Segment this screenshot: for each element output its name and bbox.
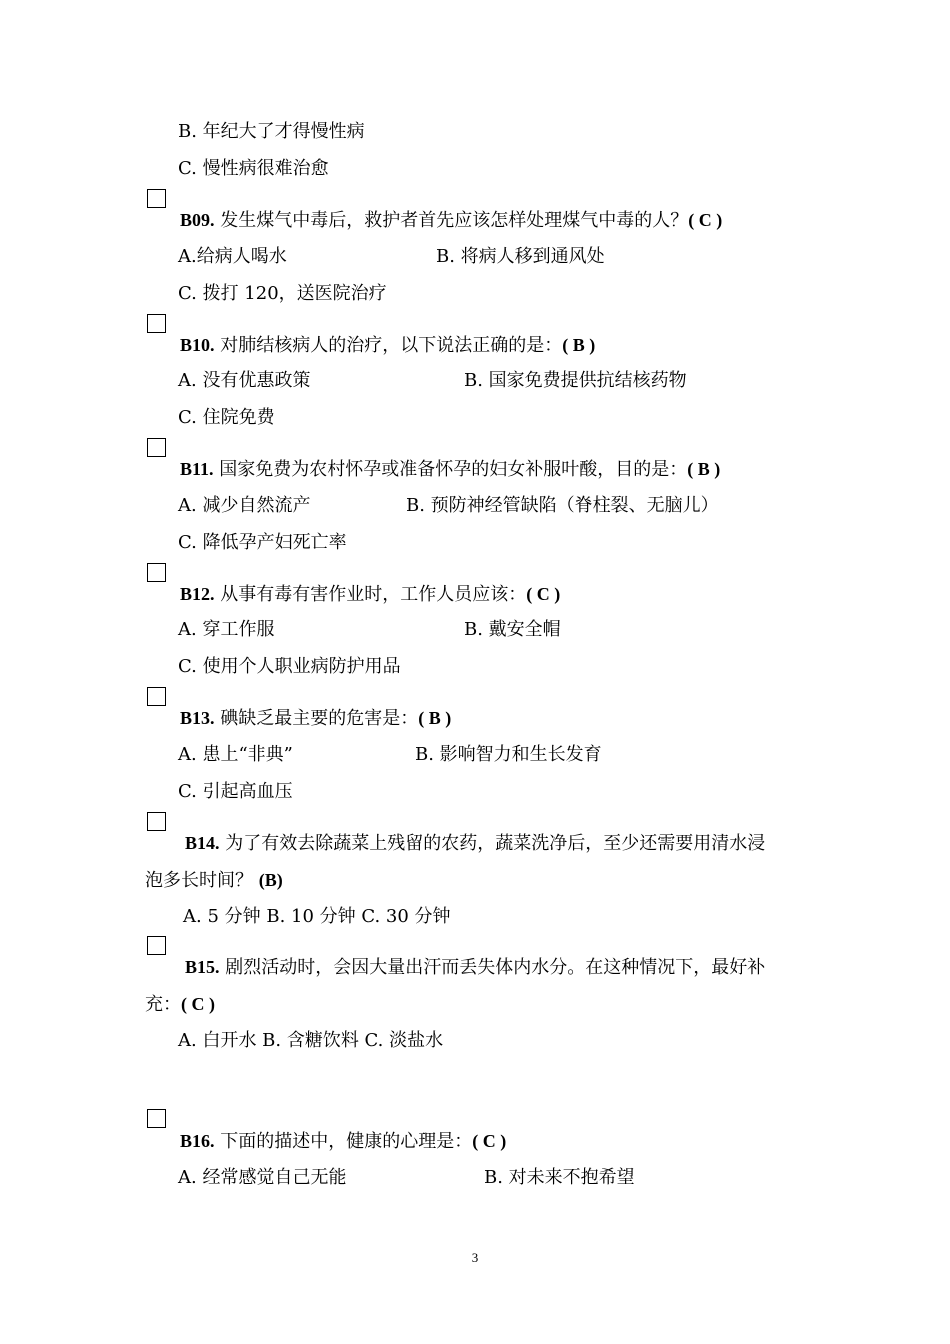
answer: ( B )	[687, 459, 721, 479]
question-id: B11.	[180, 459, 214, 479]
question-text: 为了有效去除蔬菜上残留的农药，蔬菜洗净后，至少还需要用清水浸	[219, 833, 766, 854]
answer: ( C )	[472, 1131, 507, 1151]
options: A. 白开水 B. 含糖饮料 C. 淡盐水	[178, 1030, 444, 1051]
answer: ( C )	[688, 210, 723, 230]
question-b11	[180, 457, 720, 482]
question-id: B14.	[185, 833, 220, 853]
answer: ( C )	[526, 584, 561, 604]
question-id: B12.	[180, 584, 215, 604]
checkbox-b11[interactable]	[147, 438, 166, 457]
question-text: 剧烈活动时，会因大量出汗而丢失体内水分。在这种情况下，最好补	[219, 957, 766, 978]
option-line: B. 年纪大了才得慢性病	[178, 121, 365, 142]
option-a: A. 经常感觉自己无能	[178, 1167, 347, 1188]
option-c: C. 降低孕产妇死亡率	[178, 532, 347, 553]
answer: (B)	[258, 870, 283, 890]
option-a: A. 穿工作服	[178, 619, 275, 640]
question-b15-continued	[145, 992, 215, 1017]
question-id: B09.	[180, 210, 215, 230]
question-b14	[185, 831, 765, 856]
option-c: C. 引起高血压	[178, 781, 293, 802]
question-b15	[185, 955, 765, 980]
checkbox-b16[interactable]	[147, 1109, 166, 1128]
checkbox-b13[interactable]	[147, 687, 166, 706]
options: A. 5 分钟 B. 10 分钟 C. 30 分钟	[183, 906, 451, 927]
question-id: B16.	[180, 1131, 215, 1151]
checkbox-b09[interactable]	[147, 189, 166, 208]
option-b: B. 将病人移到通风处	[436, 246, 605, 267]
option-c: C. 住院免费	[178, 407, 275, 428]
question-b13	[180, 706, 451, 731]
page-number: 3	[471, 1250, 479, 1265]
question-text: 碘缺乏最主要的危害是：	[214, 708, 419, 729]
question-b10	[180, 333, 595, 358]
question-b12	[180, 582, 560, 607]
answer: ( C )	[181, 994, 215, 1014]
checkbox-b14[interactable]	[147, 812, 166, 831]
question-text: 充：	[145, 994, 181, 1015]
option-c: C. 使用个人职业病防护用品	[178, 656, 401, 677]
option-a: A.给病人喝水	[178, 246, 287, 267]
answer: ( B )	[418, 708, 452, 728]
question-text: 下面的描述中，健康的心理是：	[214, 1131, 473, 1152]
question-text: 对肺结核病人的治疗，以下说法正确的是：	[214, 335, 563, 356]
question-id: B15.	[185, 957, 220, 977]
question-b09	[180, 208, 722, 233]
option-c: C. 拨打 120，送医院治疗	[178, 283, 387, 304]
option-b: B. 预防神经管缺陷（脊柱裂、无脑儿）	[406, 495, 719, 516]
option-a: A. 没有优惠政策	[178, 370, 311, 391]
option-b: B. 影响智力和生长发育	[415, 744, 602, 765]
question-b16	[180, 1129, 506, 1154]
answer: ( B )	[562, 335, 596, 355]
option-b: B. 戴安全帽	[464, 619, 561, 640]
question-id: B10.	[180, 335, 215, 355]
question-b14-continued	[145, 868, 283, 893]
option-line: C. 慢性病很难治愈	[178, 158, 329, 179]
option-a: A. 患上“非典”	[178, 744, 293, 765]
checkbox-b15[interactable]	[147, 936, 166, 955]
question-text: 从事有毒有害作业时，工作人员应该：	[214, 584, 527, 605]
option-a: A. 减少自然流产	[178, 495, 311, 516]
checkbox-b12[interactable]	[147, 563, 166, 582]
option-b: B. 国家免费提供抗结核药物	[464, 370, 687, 391]
checkbox-b10[interactable]	[147, 314, 166, 333]
question-text: 泡多长时间？	[145, 870, 259, 891]
option-b: B. 对未来不抱希望	[484, 1167, 635, 1188]
question-text: 发生煤气中毒后，救护者首先应该怎样处理煤气中毒的人？	[214, 210, 689, 231]
question-id: B13.	[180, 708, 215, 728]
question-text: 国家免费为农村怀孕或准备怀孕的妇女补服叶酸，目的是：	[213, 459, 688, 480]
